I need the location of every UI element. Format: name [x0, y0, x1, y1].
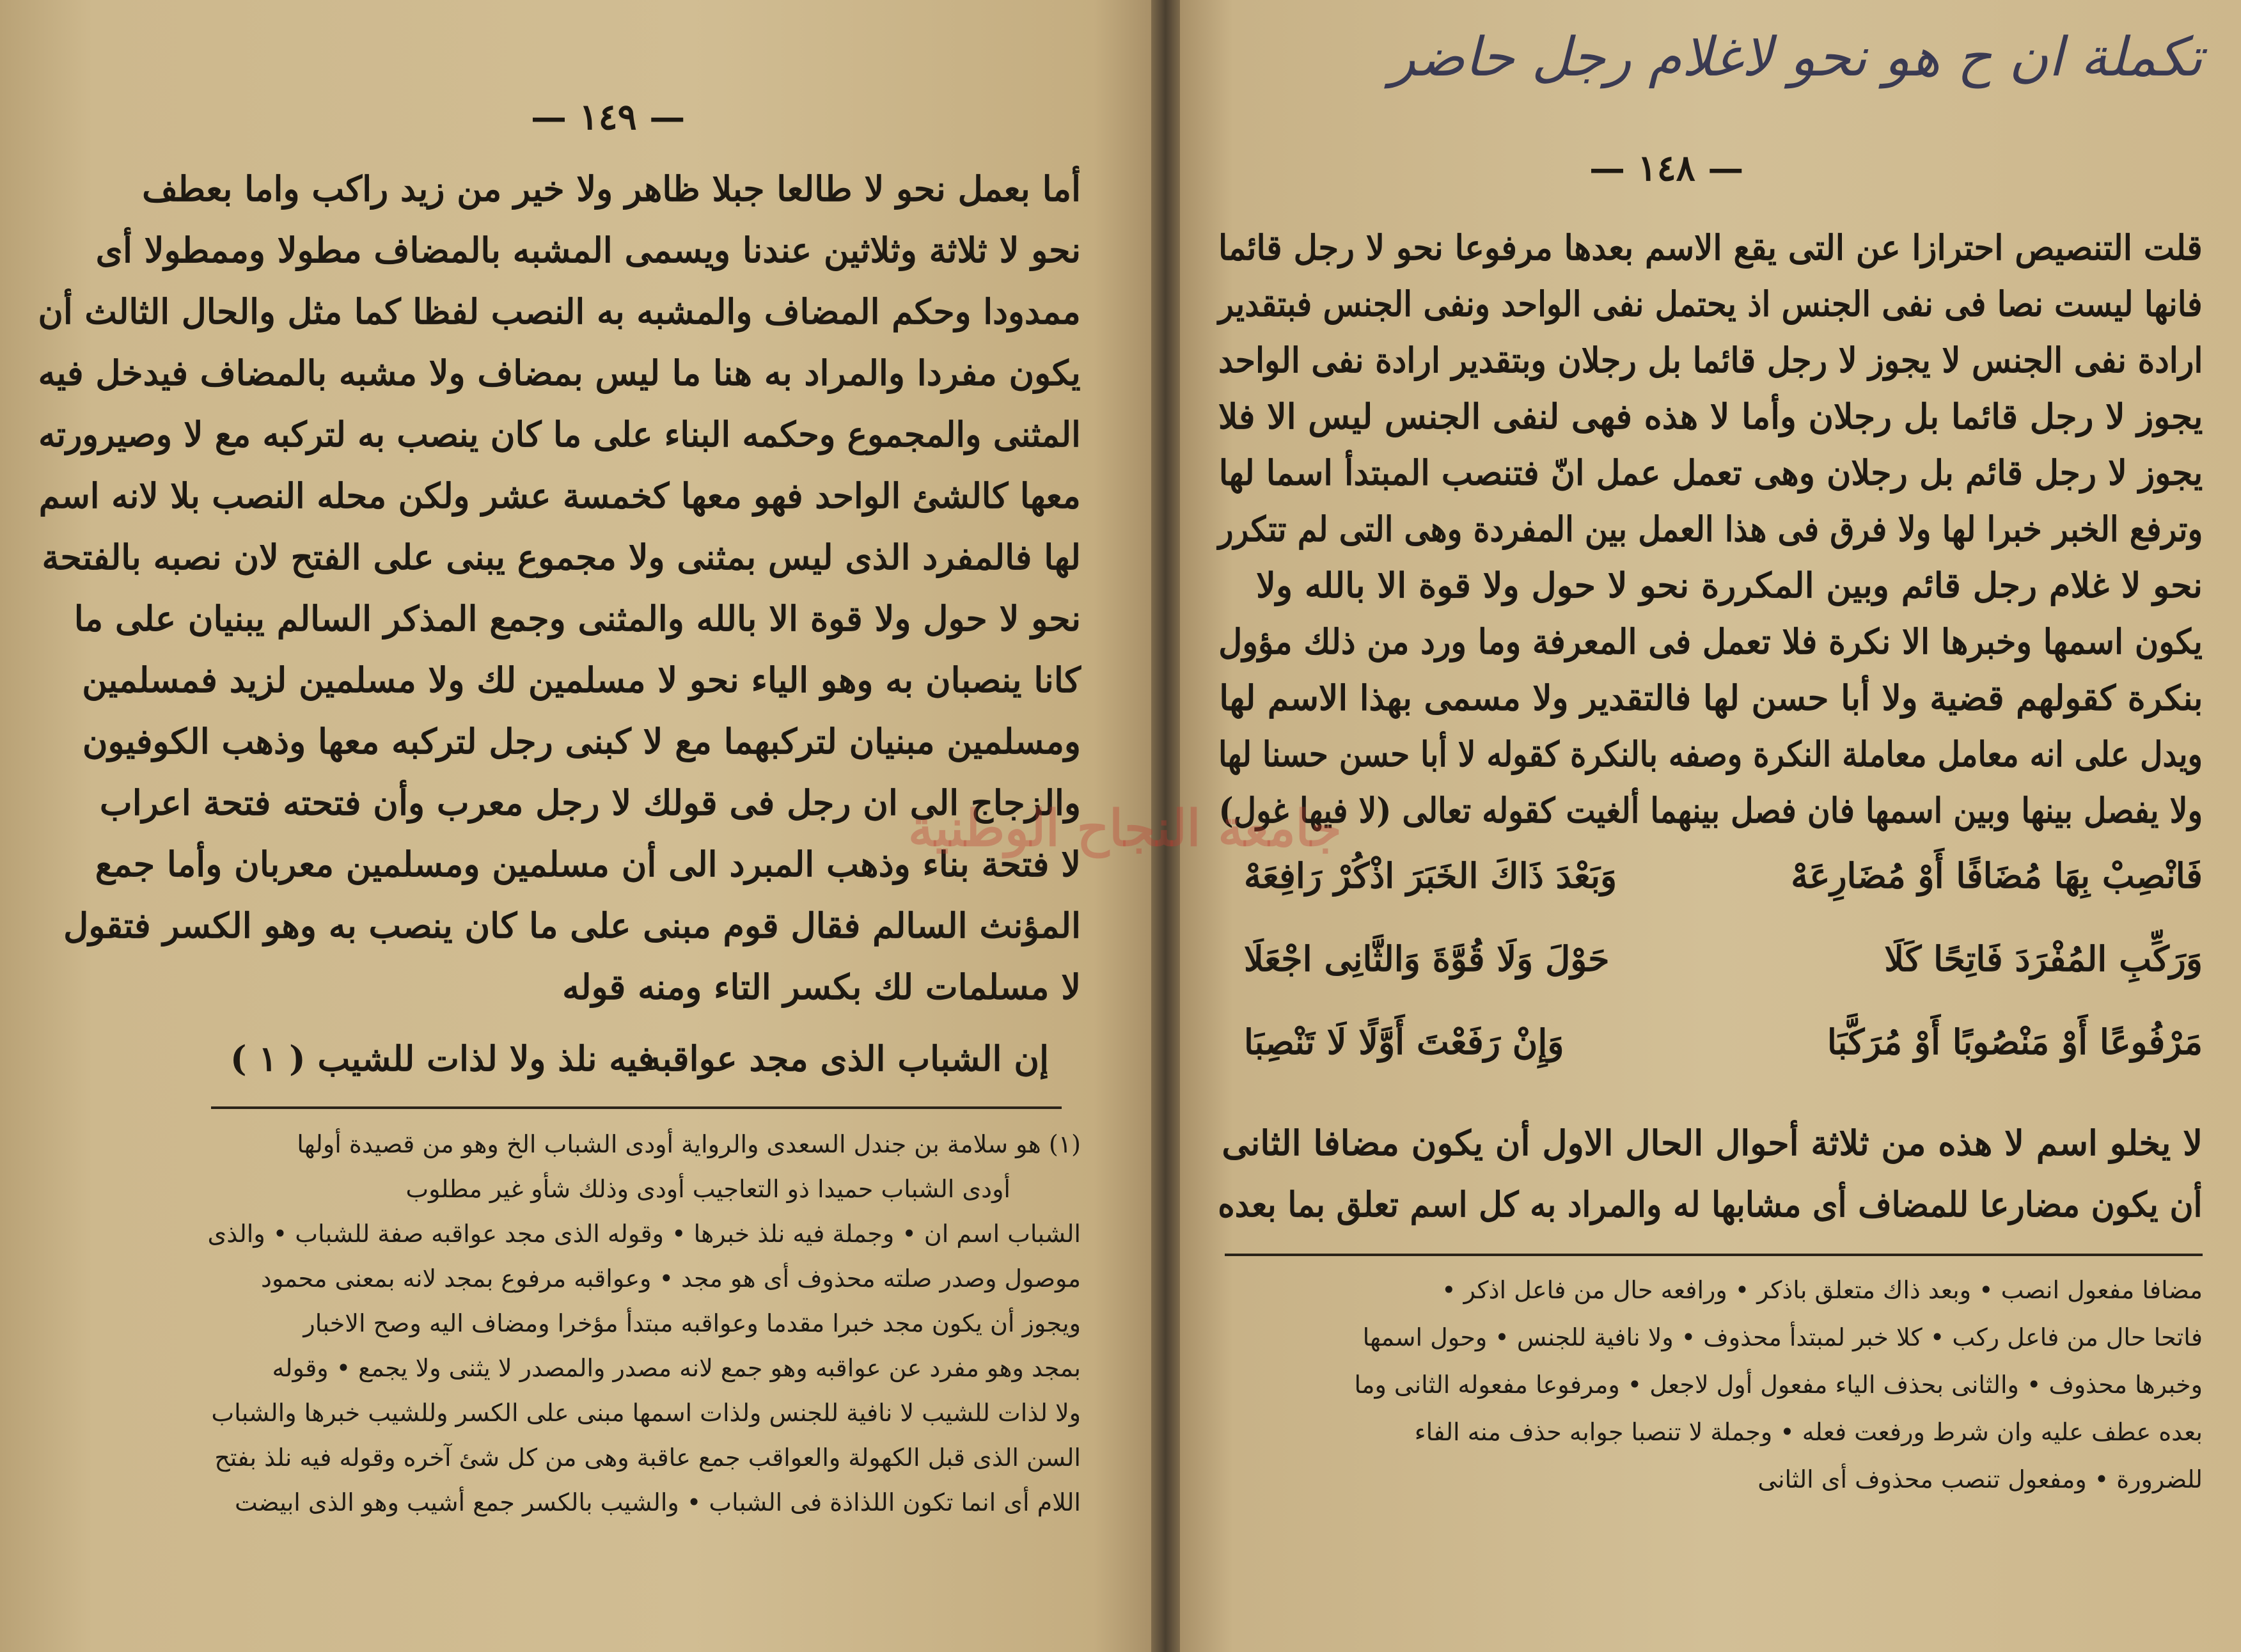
footnote-line: فاتحا حال من فاعل ركب • كلا خبر لمبتدأ محذوف • ولا نافية للجنس • وحول اسمها — [1362, 1323, 2203, 1351]
page-number: — ١٤٨ — — [1589, 147, 1744, 189]
text-line: ارادة نفى الجنس لا يجوز لا رجل قائما بل رجلان وبتقدير ارادة نفى الواحد — [1218, 340, 2203, 381]
text-line: لا مسلمات لك بكسر التاء ومنه قوله — [562, 966, 1081, 1007]
footnote-line: أودى الشباب حميدا ذو التعاجيب أودى وذلك شأو غير مطلوب — [405, 1175, 1010, 1203]
footnote-line: مضافا مفعول انصب • وبعد ذاك متعلق باذكر • ورافعه حال من فاعل اذكر • — [1442, 1276, 2203, 1304]
footnote-line: اللام أى انما تكون اللذاذة فى الشباب • والشيب بالكسر جمع أشيب وهو الذى ابيضت — [234, 1488, 1081, 1516]
text-line: ومسلمين مبنيان لتركبهما مع لا كبنى رجل لتركبه معها وذهب الكوفيون — [82, 721, 1081, 762]
text-line: والزجاج الى ان رجل فى قولك لا رجل معرب وأن فتحته فتحة اعراب — [99, 782, 1081, 823]
verse-hemistich-left: حَوْلَ وَلَا قُوَّةَ وَالثَّانِى اجْعَلَا — [1244, 938, 1610, 979]
footnote-line: بمجد وهو مفرد عن عواقبه وهو جمع لانه مصدر والمصدر لا يثنى ولا يجمع • وقوله — [272, 1354, 1081, 1382]
text-line: وترفع الخبر خبرا لها ولا فرق فى هذا العمل بين المفردة وهى التى لم تتكرر — [1218, 508, 2203, 549]
text-line: معها كالشئ الواحد فهو معها كخمسة عشر ولكن محله النصب بلا لانه اسم — [39, 475, 1081, 516]
text-line: لا يخلو اسم لا هذه من ثلاثة أحوال الحال الاول أن يكون مضافا الثانى — [1222, 1122, 2203, 1163]
footnote-line: موصول وصدر صلته محذوف أى هو مجد • وعواقبه مرفوع بمجد لانه بمعنى محمود — [261, 1264, 1081, 1293]
verse-hemistich-right: فَانْصِبْ بِهَا مُضَافًا أَوْ مُضَارِعَهْ — [1791, 855, 2203, 896]
text-line: نحو لا غلام رجل قائم وبين المكررة نحو لا حول ولا قوة الا بالله ولا — [1256, 565, 2203, 606]
text-line: يجوز لا رجل قائم بل رجلان وهى تعمل عمل انّ فتنصب المبتدأ اسما لها — [1218, 452, 2203, 493]
text-line: لا فتحة بناء وذهب المبرد الى أن مسلمين ومسلمين معربان وأما جمع — [95, 844, 1081, 885]
footnote-line: السن الذى قبل الكهولة والعواقب جمع عاقبة وهى من كل شئ آخره وقوله فيه نلذ بفتح — [214, 1444, 1081, 1472]
handwritten-note: تكملة ان ح هو نحو لاغلام رجل حاضر — [1389, 26, 2203, 88]
footnote-line: وخبرها محذوف • والثانى بحذف الياء مفعول أول لاجعل • ومرفوعا مفعوله الثانى وما — [1354, 1371, 2203, 1399]
text-line: بنكرة كقولهم قضية ولا أبا حسن لها فالتقدير ولا مسمى بهذا الاسم لها — [1218, 677, 2203, 718]
text-line: أما بعمل نحو لا طالعا جبلا ظاهر ولا خير من زيد راكب واما بعطف — [142, 168, 1081, 209]
verse-hemistich-right: مَرْفُوعًا أَوْ مَنْصُوبًا أَوْ مُرَكَّبَا — [1827, 1021, 2203, 1062]
footnote-line: الشباب اسم ان • وجملة فيه نلذ خبرها • وقوله الذى مجد عواقبه صفة للشباب • والذى — [207, 1220, 1081, 1248]
footnote-line: للضرورة • ومفعول تنصب محذوف أى الثانى — [1757, 1465, 2203, 1493]
text-line: ولا يفصل بينها وبين اسمها فان فصل بينهما ألغيت كقوله تعالى (لا فيها غول) — [1218, 790, 2203, 831]
footnote-line: بعده عطف عليه وان شرط ورفعت فعله • وجملة لا تنصبا جوابه حذف منه الفاء — [1414, 1418, 2203, 1446]
text-line: يكون مفردا والمراد به هنا ما ليس بمضاف ولا مشبه بالمضاف فيدخل فيه — [38, 352, 1081, 393]
text-line: أن يكون مضارعا للمضاف أى مشابها له والمراد به كل اسم تعلق بما بعده — [1218, 1184, 2203, 1225]
verse-hemistich-left: وَبَعْدَ ذَاكَ الخَبَرَ اذْكُرْ رَافِعَهْ — [1244, 855, 1617, 896]
text-line: نحو لا ثلاثة وثلاثين عندنا ويسمى المشبه بالمضاف مطولا وممطولا أى — [95, 230, 1081, 271]
text-line: فانها ليست نصا فى نفى الجنس اذ يحتمل نفى الواحد ونفى الجنس فبتقدير — [1218, 283, 2203, 324]
text-line: قلت التنصيص احترازا عن التى يقع الاسم بعدها مرفوعا نحو لا رجل قائما — [1218, 227, 2203, 268]
page-number: — ١٤٩ — — [531, 96, 686, 138]
text-line: ويدل على انه معامل معاملة النكرة وصفه بالنكرة كقوله لا أبا حسن حسنا لها — [1218, 734, 2203, 775]
library-watermark: جامعة النجاح الوطنية — [908, 799, 1342, 858]
text-line: المثنى والمجموع وحكمه البناء على ما كان ينصب به لتركبه مع لا وصيرورته — [38, 414, 1081, 455]
text-line: المؤنث السالم فقال قوم مبنى على ما كان ينصب به وهو الكسر فتقول — [63, 905, 1081, 946]
footnote-divider — [1225, 1254, 2203, 1256]
verse-hemistich-right: وَرَكِّبِ المُفْرَدَ فَاتِحًا كَلَا — [1884, 938, 2203, 979]
text-line: نحو لا حول ولا قوة الا بالله والمثنى وجمع المذكر السالم يبنيان على ما — [74, 598, 1081, 639]
text-line: لها فالمفرد الذى ليس بمثنى ولا مجموع يبنى على الفتح لان نصبه بالفتحة — [42, 537, 1081, 578]
text-line: يكون اسمها وخبرها الا نكرة فلا تعمل فى المعرفة وما ورد من ذلك مؤول — [1218, 621, 2203, 662]
verse-hemistich-left: فيه نلذ ولا لذات للشيب ( ١ ) — [230, 1038, 655, 1079]
text-line: كانا ينصبان به وهو الياء نحو لا مسلمين لك ولا مسلمين لزيد فمسلمين — [82, 659, 1081, 700]
verse-hemistich-right: إن الشباب الذى مجد عواقبه — [643, 1038, 1049, 1079]
text-line: يجوز لا رجل قائما بل رجلان وأما لا هذه فهى لنفى الجنس ليس الا فلا — [1218, 396, 2203, 437]
footnote-line: (١) هو سلامة بن جندل السعدى والرواية أودى الشباب الخ وهو من قصيدة أولها — [297, 1130, 1081, 1158]
footnote-line: ويجوز أن يكون مجد خبرا مقدما وعواقبه مبتدأ مؤخرا ومضاف اليه وصح الاخبار — [303, 1309, 1081, 1337]
footnote-divider — [211, 1106, 1062, 1109]
verse-hemistich-left: وَإِنْ رَفَعْتَ أَوَّلًا لَا تَنْصِبَا — [1244, 1021, 1564, 1062]
footnote-line: ولا لذات للشيب لا نافية للجنس ولذات اسمها مبنى على الكسر وللشيب خبرها والشباب — [211, 1399, 1081, 1427]
text-line: ممدودا وحكم المضاف والمشبه به النصب لفظا كما مثل والحال الثالث أن — [38, 291, 1081, 332]
